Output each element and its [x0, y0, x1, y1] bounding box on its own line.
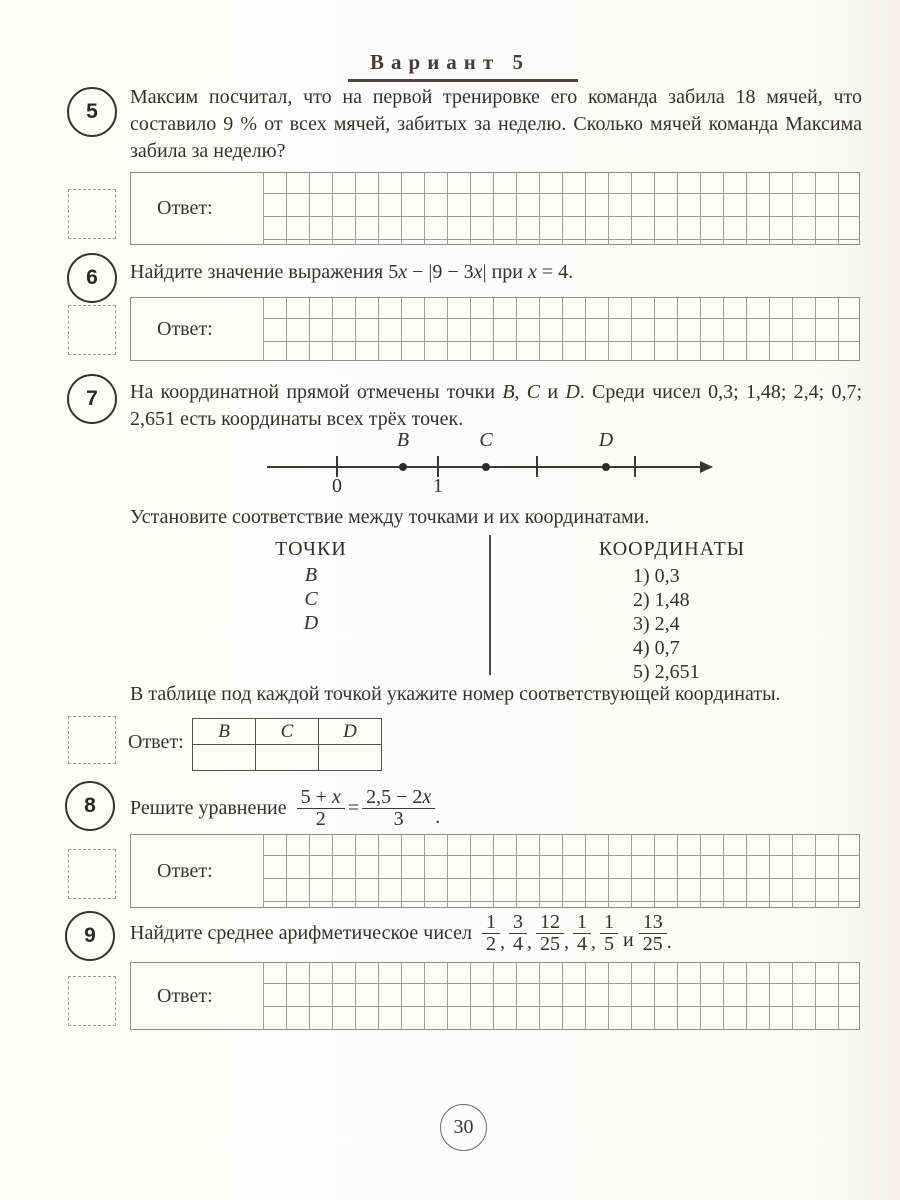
- problem-7-number: [67, 374, 117, 424]
- tick-1-label: 1: [433, 475, 443, 497]
- fraction-right-denominator: 3: [393, 807, 404, 830]
- problem-5-number-label: 5: [86, 100, 98, 123]
- answer-table-header-D: D: [319, 719, 382, 745]
- coords-header: КООРДИНАТЫ: [598, 538, 746, 560]
- points-header: ТОЧКИ: [275, 538, 347, 560]
- point-C-label: C: [479, 429, 493, 451]
- number-line-arrow-icon: [700, 461, 713, 473]
- problem-9-number: [65, 911, 115, 961]
- match-point-D: D: [303, 612, 319, 634]
- problem-8-number-label: 8: [84, 794, 96, 817]
- conjunction-and: и: [623, 928, 634, 951]
- page-number: 30: [453, 1116, 474, 1138]
- tick-0-label: 0: [332, 475, 342, 497]
- match-divider: [489, 535, 491, 675]
- fraction-1-numerator: 1: [482, 912, 500, 934]
- coord-option-5: 5) 2,651: [633, 661, 700, 683]
- equals-sign: =: [347, 796, 360, 819]
- problem-5-number: [67, 87, 117, 137]
- problem-9-answer-grid: [263, 963, 859, 1029]
- tick-1: [437, 456, 439, 477]
- problem-9-checkbox: [68, 976, 116, 1026]
- problem-6-number: [67, 253, 117, 303]
- coord-option-3: 3) 2,4: [633, 613, 680, 635]
- answer-table-value-row: [193, 745, 382, 771]
- problem-7-answer-table: [192, 718, 382, 771]
- point-C-dot: [482, 463, 490, 471]
- fraction-1: [482, 912, 500, 955]
- fraction-4-denominator: 4: [577, 932, 588, 955]
- fraction-2: [509, 912, 527, 955]
- fraction-6: [639, 912, 667, 955]
- title-underline: [348, 79, 578, 82]
- tick-0: [336, 456, 338, 477]
- problem-5-answer-box: [130, 172, 860, 245]
- problem-8-answer-grid: [263, 835, 859, 907]
- point-B-label: B: [396, 429, 410, 451]
- answer-table-cell-C: [256, 745, 319, 771]
- problem-8-answer-label: Ответ:: [157, 859, 213, 882]
- fraction-right-numerator: 2,5 − 2x: [362, 787, 435, 809]
- number-line: [0, 425, 900, 503]
- fraction-6-numerator: 13: [639, 912, 667, 934]
- answer-table-cell-B: [193, 745, 256, 771]
- fraction-right: [362, 787, 435, 830]
- sentence-period: .: [435, 805, 441, 828]
- answer-table-header-C: C: [256, 719, 319, 745]
- fraction-3-numerator: 12: [536, 912, 564, 934]
- fraction-2-numerator: 3: [509, 912, 527, 934]
- tick-2: [536, 456, 538, 477]
- page-number-badge: [440, 1104, 487, 1151]
- point-D-dot: [602, 463, 610, 471]
- fraction-left-numerator: 5 + x: [297, 787, 345, 809]
- separator-1: ,: [500, 930, 506, 953]
- fraction-left-denominator: 2: [315, 807, 326, 830]
- problem-7-text: На координатной прямой отмечены точки B, C и D. Среди чисел 0,3; 1,48; 2,4; 0,7; 2,651 есть координаты всех трёх точек.: [130, 381, 863, 430]
- problem-6-checkbox: [68, 305, 116, 355]
- coord-option-4: 4) 0,7: [633, 637, 680, 659]
- fraction-left: [297, 787, 345, 830]
- problem-8-answer-box: [130, 834, 860, 908]
- fraction-5-denominator: 5: [604, 932, 615, 955]
- answer-table-header-row: [193, 719, 382, 745]
- problem-9-number-label: 9: [84, 924, 96, 947]
- separator-3: ,: [564, 930, 570, 953]
- separator-2: ,: [527, 930, 533, 953]
- separator-4: ,: [591, 930, 597, 953]
- problem-6-answer-label: Ответ:: [157, 317, 213, 340]
- fraction-5: [600, 912, 618, 955]
- problem-6-answer-grid: [263, 298, 859, 360]
- fraction-5-numerator: 1: [600, 912, 618, 934]
- answer-table-cell-D: [319, 745, 382, 771]
- point-D-label: D: [598, 429, 614, 451]
- problem-8-checkbox: [68, 849, 116, 899]
- match-point-C: C: [304, 588, 318, 610]
- match-heading: Установите соответствие между точками и их координатами.: [130, 506, 650, 528]
- fraction-6-denominator: 25: [642, 932, 663, 955]
- problem-6-answer-box: [130, 297, 860, 361]
- fraction-1-denominator: 2: [486, 932, 497, 955]
- fraction-3-denominator: 25: [540, 932, 561, 955]
- tick-3: [634, 456, 636, 477]
- page-title: Вариант 5: [370, 50, 530, 74]
- problem-9-answer-label: Ответ:: [157, 984, 213, 1007]
- problem-8-text: [130, 782, 440, 834]
- problem-7-checkbox: [68, 716, 116, 764]
- fraction-3: [536, 912, 564, 955]
- problem-7-answer-label: Ответ:: [128, 731, 184, 753]
- coord-option-2: 2) 1,48: [633, 589, 690, 611]
- problem-8-number: [65, 781, 115, 831]
- coord-option-1: 1) 0,3: [633, 565, 680, 587]
- match-point-B: B: [304, 564, 318, 586]
- table-note: В таблице под каждой точкой укажите номер соответствующей координаты.: [130, 683, 781, 705]
- problem-7-number-label: 7: [86, 387, 98, 410]
- problem-5-checkbox: [68, 189, 116, 239]
- separator-6: .: [666, 930, 672, 953]
- problem-5-answer-label: Ответ:: [157, 197, 213, 219]
- fraction-4-numerator: 1: [573, 912, 591, 934]
- point-B-dot: [399, 463, 407, 471]
- problem-6-number-label: 6: [86, 266, 98, 289]
- problem-5-text: Максим посчитал, что на первой тренировке его команда забила 18 мячей, что составило 9 % от всех мячей, забитых за неделю. Сколько мячей команда Максима забила за неделю?: [130, 86, 862, 162]
- fraction-4: [573, 912, 591, 955]
- problem-5-answer-grid: [263, 173, 859, 244]
- problem-9-lead: Найдите среднее арифметическое чисел: [130, 921, 473, 944]
- fraction-2-denominator: 4: [513, 932, 524, 955]
- problem-8-lead: Решите уравнение: [130, 796, 287, 819]
- problem-9-text: [130, 907, 672, 959]
- answer-table-header-B: B: [193, 719, 256, 745]
- problem-6-text: Найдите значение выражения 5x − |9 − 3x| при x = 4.: [130, 261, 574, 283]
- problem-9-answer-box: [130, 962, 860, 1030]
